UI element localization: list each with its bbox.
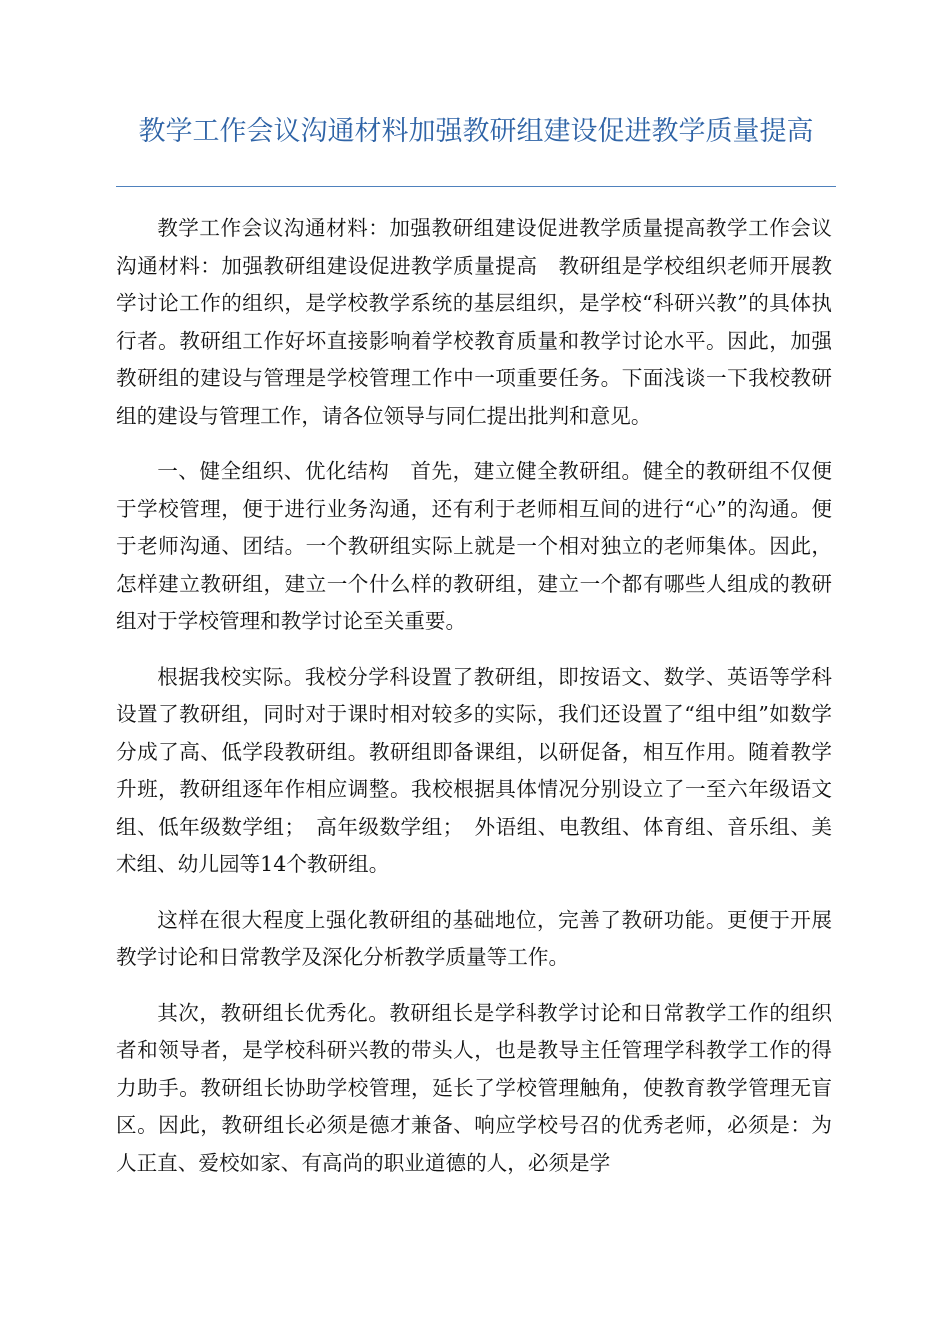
paragraph: 其次，教研组长优秀化。教研组长是学科教学讨论和日常教学工作的组织者和领导者，是学校科研兴教的带头人，也是教导主任管理学科教学工作的得力助手。教研组长协助学校管理，延长了学校管理触角，使教育教学管理无盲区。因此，教研组长必须是德才兼备、响应学校号召的优秀老师，必须是：为人正直、爱校如家、有高尚的职业道德的人，必须是学 — [116, 1000, 832, 1175]
paragraph: 这样在很大程度上强化教研组的基础地位，完善了教研功能。更便于开展教学讨论和日常教学及深化分析教学质量等工作。 — [116, 907, 832, 969]
document-body — [116, 210, 832, 1200]
paragraph: 教学工作会议沟通材料：加强教研组建设促进教学质量提高教学工作会议沟通材料：加强教研组建设促进教学质量提高 教研组是学校组织老师开展教学讨论工作的组织，是学校教学系统的基层组织，是学校“科研兴教”的具体执行者。教研组工作好坏直接影响着学校教育质量和教学讨论水平。因此，加强教研组的建设与管理是学校管理工作中一项重要任务。下面浅谈一下我校教研组的建设与管理工作，请各位领导与同仁提出批判和意见。 — [116, 216, 832, 428]
paragraph: 一、健全组织、优化结构 首先，建立健全教研组。健全的教研组不仅便于学校管理，便于进行业务沟通，还有利于老师相互间的进行“心”的沟通。便于老师沟通、团结。一个教研组实际上就是一个相对独立的老师集体。因此，怎样建立教研组，建立一个什么样的教研组，建立一个都有哪些人组成的教研组对于学校管理和教学讨论至关重要。 — [116, 459, 832, 633]
paragraph: 根据我校实际。我校分学科设置了教研组，即按语文、数学、英语等学科设置了教研组，同时对于课时相对较多的实际，我们还设置了“组中组”如数学分成了高、低学段教研组。教研组即备课组，以研促备，相互作用。随着教学升班，教研组逐年作相应调整。我校根据具体情况分别设立了一至六年级语文组、低年级数学组； 高年级数学组； 外语组、电教组、体育组、音乐组、美术组、幼儿园等14个教研组。 — [116, 664, 832, 876]
title-divider — [116, 186, 836, 187]
document-title: 教学工作会议沟通材料加强教研组建设促进教学质量提高 — [138, 116, 814, 147]
